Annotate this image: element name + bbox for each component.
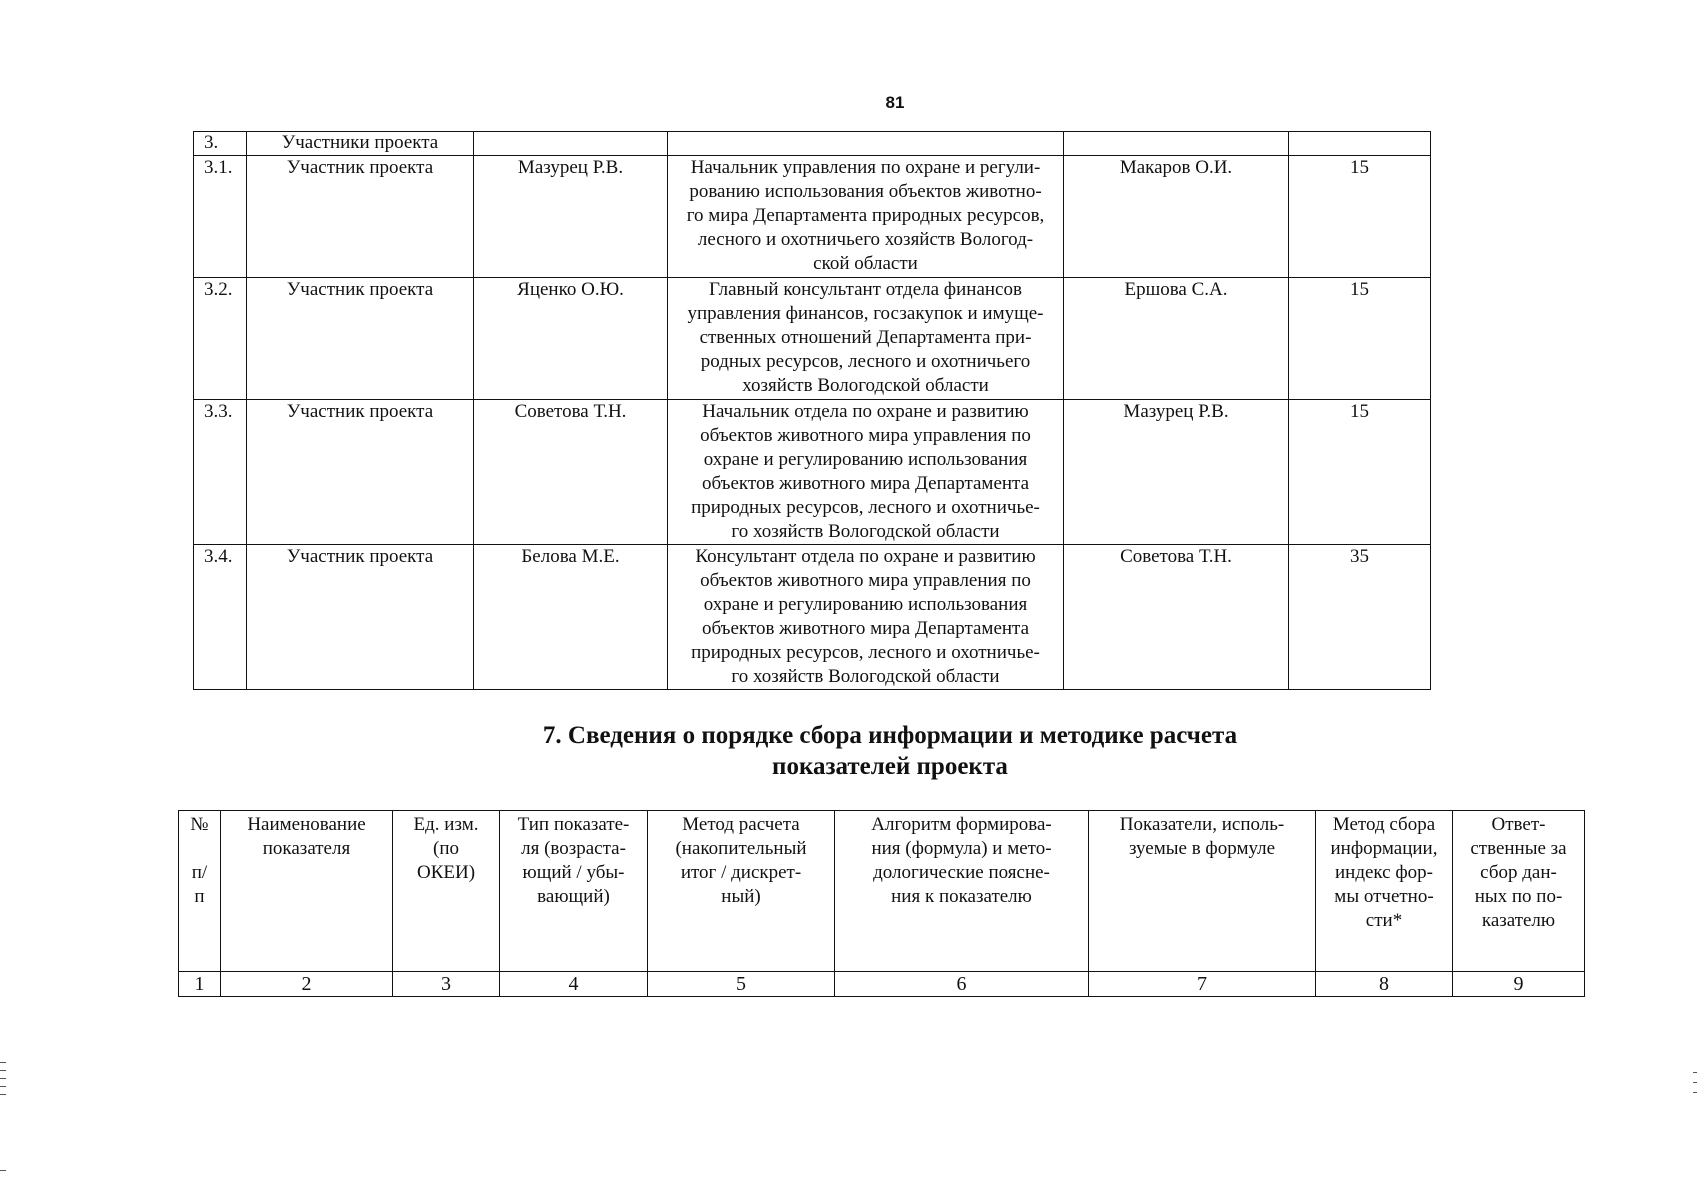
header-line: п [194,886,205,907]
section-title-line: показателей проекта [772,753,1008,780]
column-header-type [500,811,648,972]
header-line: Показатели, исполь- [1119,814,1285,835]
scan-edge-mark [1693,1072,1697,1073]
row-number: 3. [194,132,247,156]
position-cell [668,278,1064,400]
header-line: зуемые в формуле [1128,838,1276,859]
column-number: 2 [221,972,393,997]
header-line: (накопительный [675,838,807,859]
name-cell: Яценко О.Ю. [474,278,668,400]
header-line: ля (возраста- [521,838,626,859]
position-line: го хозяйств Вологодской области [731,666,1000,687]
role-cell: Участник проекта [247,400,474,545]
column-number: 4 [500,972,648,997]
role-cell: Участник проекта [247,545,474,690]
column-number: 8 [1316,972,1453,997]
name-cell: Советова Т.Н. [474,400,668,545]
column-header-unit [393,811,500,972]
supervisor-cell: Мазурец Р.В. [1064,400,1289,545]
header-line: Ответ- [1491,814,1546,835]
table-row [194,400,1431,545]
position-line: объектов животного мира управления по [700,570,1031,591]
header-line: ния (формула) и мето- [871,838,1052,859]
column-number: 7 [1089,972,1316,997]
empty-cell [1064,132,1289,156]
position-line: Главный консультант отдела финансов [709,279,1022,300]
column-number: 5 [648,972,835,997]
position-line: го мира Департамента природных ресурсов, [686,205,1045,226]
position-line: Начальник отдела по охране и развитию [702,401,1029,422]
position-line: Начальник управления по охране и регули- [690,157,1041,178]
column-number-row [179,972,1585,997]
header-line: п/ [191,862,208,883]
section-title [390,720,1390,782]
header-line [181,837,218,861]
table-row [194,278,1431,400]
column-number: 3 [393,972,500,997]
header-line: Ед. изм. [413,814,479,835]
empty-cell [474,132,668,156]
position-line: ской области [813,253,918,274]
column-number: 6 [835,972,1089,997]
position-line: хозяйств Вологодской области [742,375,989,396]
position-line: охране и регулированию использования [703,594,1028,615]
header-line: казателю [1481,910,1556,931]
column-header-number [179,811,221,972]
column-number: 1 [179,972,221,997]
scan-edge-mark [1693,1092,1697,1093]
column-header-algorithm [835,811,1089,972]
position-line: природных ресурсов, лесного и охотничье- [691,642,1040,663]
position-line: управления финансов, госзакупок и имуще- [687,303,1044,324]
page-number: 81 [885,93,905,112]
header-line: мы отчетно- [1334,886,1434,907]
header-line: дологические поясне- [873,862,1050,883]
role-cell: Участник проекта [247,156,474,278]
position-line: лесного и охотничьего хозяйств Вологод- [697,229,1034,250]
header-line: Метод сбора [1332,814,1436,835]
scan-edge-mark [0,1086,6,1087]
position-line: Консультант отдела по охране и развитию [695,546,1036,567]
header-line: (по [433,838,459,859]
header-line: индекс фор- [1334,862,1433,883]
header-line: ния к показателю [891,886,1032,907]
column-header-method [648,811,835,972]
role-cell: Участник проекта [247,278,474,400]
section-title-line: 7. Сведения о порядке сбора информации и методике расчета [542,722,1238,749]
supervisor-cell: Макаров О.И. [1064,156,1289,278]
header-line: ОКЕИ) [416,862,476,883]
empty-cell [668,132,1064,156]
header-line: Наименование [247,814,366,835]
column-number: 9 [1453,972,1585,997]
supervisor-cell: Ершова С.А. [1064,278,1289,400]
scan-edge-mark [0,1094,6,1095]
position-line: объектов животного мира Департамента [701,618,1030,639]
scan-edge-mark [1693,1082,1697,1083]
header-row [179,811,1585,972]
scan-edge-mark [0,1170,6,1171]
header-line: сбор дан- [1480,862,1557,883]
table-row [194,156,1431,278]
header-line: сти* [1365,910,1403,931]
header-line: итог / дискрет- [680,862,802,883]
row-number: 3.2. [194,278,247,400]
name-cell: Белова М.Е. [474,545,668,690]
header-line: ющий / убы- [522,862,625,883]
position-line: рованию использования объектов животно- [689,181,1042,202]
header-line: ный) [721,886,761,907]
table-row [194,132,1431,156]
position-line: го хозяйств Вологодской области [731,521,1000,542]
column-header-responsible [1453,811,1585,972]
position-line: объектов животного мира Департамента [701,473,1030,494]
share-cell: 15 [1289,400,1431,545]
header-line: показателя [262,838,351,859]
column-header-collection-method [1316,811,1453,972]
name-cell: Мазурец Р.В. [474,156,668,278]
column-header-name [221,811,393,972]
table-row [194,545,1431,690]
share-cell: 15 [1289,278,1431,400]
row-number: 3.1. [194,156,247,278]
header-line: № [190,814,209,835]
position-cell [668,156,1064,278]
row-number: 3.4. [194,545,247,690]
indicators-table [178,810,1585,997]
header-line: Метод расчета [682,814,800,835]
header-line: ственные за [1470,838,1567,859]
header-line: информации, [1330,838,1438,859]
share-cell: 35 [1289,545,1431,690]
position-line: родных ресурсов, лесного и охотничьего [700,351,1031,372]
column-header-formula-indicators [1089,811,1316,972]
scan-edge-mark [0,1070,6,1071]
header-line: вающий) [537,886,610,907]
participants-table [193,131,1431,690]
position-line: ственных отношений Департамента при- [699,327,1032,348]
scan-edge-mark [0,1062,6,1063]
position-cell [668,545,1064,690]
share-cell: 15 [1289,156,1431,278]
row-number: 3.3. [194,400,247,545]
position-line: объектов животного мира управления по [700,425,1031,446]
position-line: природных ресурсов, лесного и охотничье- [691,497,1040,518]
section-label: Участники проекта [247,132,474,156]
position-cell [668,400,1064,545]
header-line: Алгоритм формирова- [871,814,1052,835]
supervisor-cell: Советова Т.Н. [1064,545,1289,690]
header-line: ных по по- [1474,886,1563,907]
position-line: охране и регулированию использования [703,449,1028,470]
empty-cell [1289,132,1431,156]
header-line: Тип показате- [517,814,630,835]
scan-edge-mark [0,1078,6,1079]
